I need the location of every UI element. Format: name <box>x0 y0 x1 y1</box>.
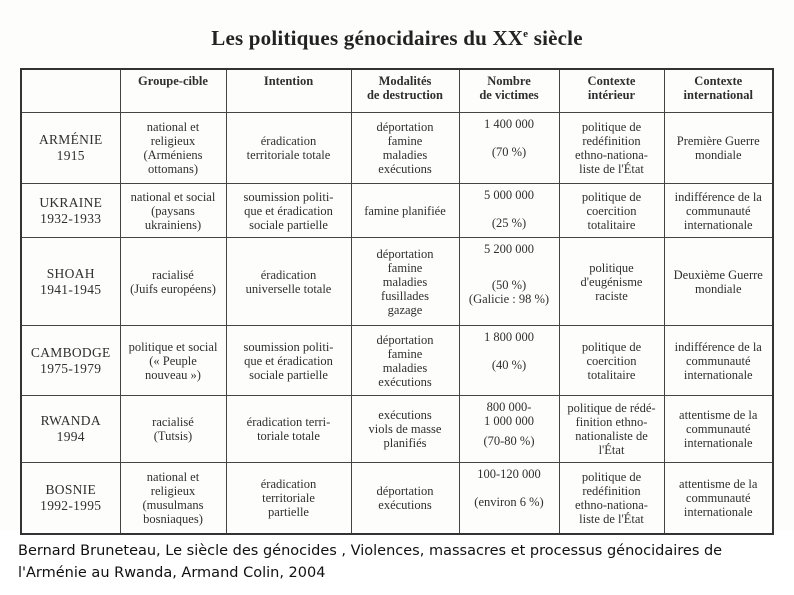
intention-cell: éradication universelle totale <box>226 238 351 326</box>
source-caption: Bernard Bruneteau, Le siècle des génocides , Violences, massacres et processus génocidaires de l'Arménie au Rwanda, Armand Colin, 2004 <box>18 543 723 581</box>
interieur-cell: politique de rédé- finition ethno- nationaliste de l'État <box>559 396 664 463</box>
header-row <box>21 69 773 113</box>
country-cell <box>21 396 120 463</box>
country-years: 1932-1933 <box>40 210 102 226</box>
victims-count: 1 400 000 <box>484 117 534 131</box>
international-cell: Première Guerre mondiale <box>664 113 773 184</box>
victims-percent: (40 %) <box>491 358 527 372</box>
title-text: Les politiques génocidaires du XX <box>211 26 524 50</box>
modalites-cell: exécutions viols de masse planifiés <box>351 396 459 463</box>
country-name: ARMÉNIE <box>38 132 103 147</box>
victims-cell <box>459 238 559 326</box>
column-header: Groupe-cible <box>120 69 226 113</box>
groupe-cell: racialisé (Tutsis) <box>120 396 226 463</box>
victims-cell <box>459 326 559 396</box>
column-header: Modalités de destruction <box>351 69 459 113</box>
victims-percent: (environ 6 %) <box>474 495 544 509</box>
victims-note: (Galicie : 98 %) <box>468 292 550 306</box>
country-name: CAMBODGE <box>30 344 111 360</box>
table-row <box>21 326 773 396</box>
modalites-cell: famine planifiée <box>351 184 459 238</box>
international-cell: attentisme de la communauté internationale <box>664 396 773 463</box>
groupe-cell: politique et social (« Peuple nouveau ») <box>120 326 226 396</box>
country-name: SHOAH <box>46 265 95 281</box>
interieur-cell: politique de coercition totalitaire <box>559 184 664 238</box>
table-row <box>21 113 773 184</box>
country-cell <box>21 184 120 238</box>
modalites-cell: déportation exécutions <box>351 463 459 534</box>
column-header: Nombre de victimes <box>459 69 559 113</box>
title-tail: siècle <box>528 26 583 50</box>
country-cell <box>21 238 120 326</box>
victims-percent: (50 %) <box>491 278 527 292</box>
intention-cell: soumission politi- que et éradication sociale partielle <box>226 184 351 238</box>
international-cell: indifférence de la communauté internationale <box>664 326 773 396</box>
victims-count: 800 000- 1 000 000 <box>484 400 534 428</box>
victims-percent: (25 %) <box>491 216 527 230</box>
country-cell <box>21 326 120 396</box>
country-years: 1941-1945 <box>40 281 102 297</box>
interieur-cell: politique de redéfinition ethno-nationa- liste de l'État <box>559 113 664 184</box>
modalites-cell: déportation famine maladies fusillades gazage <box>351 238 459 326</box>
victims-cell <box>459 113 559 184</box>
title-superscript: e <box>523 28 529 40</box>
interieur-cell: politique de coercition totalitaire <box>559 326 664 396</box>
intention-cell: éradication terri- toriale totale <box>226 396 351 463</box>
country-years: 1992-1995 <box>40 497 102 513</box>
modalites-cell: déportation famine maladies exécutions <box>351 326 459 396</box>
groupe-cell: national et social (paysans ukrainiens) <box>120 184 226 238</box>
country-years: 1915 <box>56 148 85 163</box>
victims-count: 100-120 000 <box>477 467 541 481</box>
international-cell: indifférence de la communauté internationale <box>664 184 773 238</box>
column-header: Contexte intérieur <box>559 69 664 113</box>
column-header <box>21 69 120 113</box>
genocide-table <box>20 68 774 535</box>
victims-cell <box>459 396 559 463</box>
country-cell <box>21 113 120 184</box>
victims-cell <box>459 463 559 534</box>
groupe-cell: racialisé (Juifs européens) <box>120 238 226 326</box>
interieur-cell: politique d'eugénisme raciste <box>559 238 664 326</box>
table-row <box>21 184 773 238</box>
groupe-cell: national et religieux (Arméniens ottomans) <box>120 113 226 184</box>
intention-cell: soumission politi- que et éradication sociale partielle <box>226 326 351 396</box>
groupe-cell: national et religieux (musulmans bosniaques) <box>120 463 226 534</box>
interieur-cell: politique de redéfinition ethno-nationa- liste de l'État <box>559 463 664 534</box>
column-header: Intention <box>226 69 351 113</box>
victims-count: 5 200 000 <box>484 242 534 256</box>
country-years: 1975-1979 <box>40 360 102 376</box>
table-body <box>21 113 773 534</box>
victims-percent: (70 %) <box>491 145 527 159</box>
intention-cell: éradication territoriale partielle <box>226 463 351 534</box>
page-title <box>0 26 794 51</box>
country-name: RWANDA <box>40 413 101 428</box>
victims-count: 5 000 000 <box>484 188 534 202</box>
victims-count: 1 800 000 <box>484 330 534 344</box>
international-cell: attentisme de la communauté internationale <box>664 463 773 534</box>
table-row <box>21 463 773 534</box>
modalites-cell: déportation famine maladies exécutions <box>351 113 459 184</box>
country-cell <box>21 463 120 534</box>
table-row <box>21 396 773 463</box>
column-header: Contexte international <box>664 69 773 113</box>
intention-cell: éradication territoriale totale <box>226 113 351 184</box>
victims-cell <box>459 184 559 238</box>
victims-percent: (70-80 %) <box>483 434 535 448</box>
country-name: BOSNIE <box>45 481 97 497</box>
country-years: 1994 <box>56 429 85 444</box>
international-cell: Deuxième Guerre mondiale <box>664 238 773 326</box>
table-row <box>21 238 773 326</box>
country-name: UKRAINE <box>39 194 103 210</box>
